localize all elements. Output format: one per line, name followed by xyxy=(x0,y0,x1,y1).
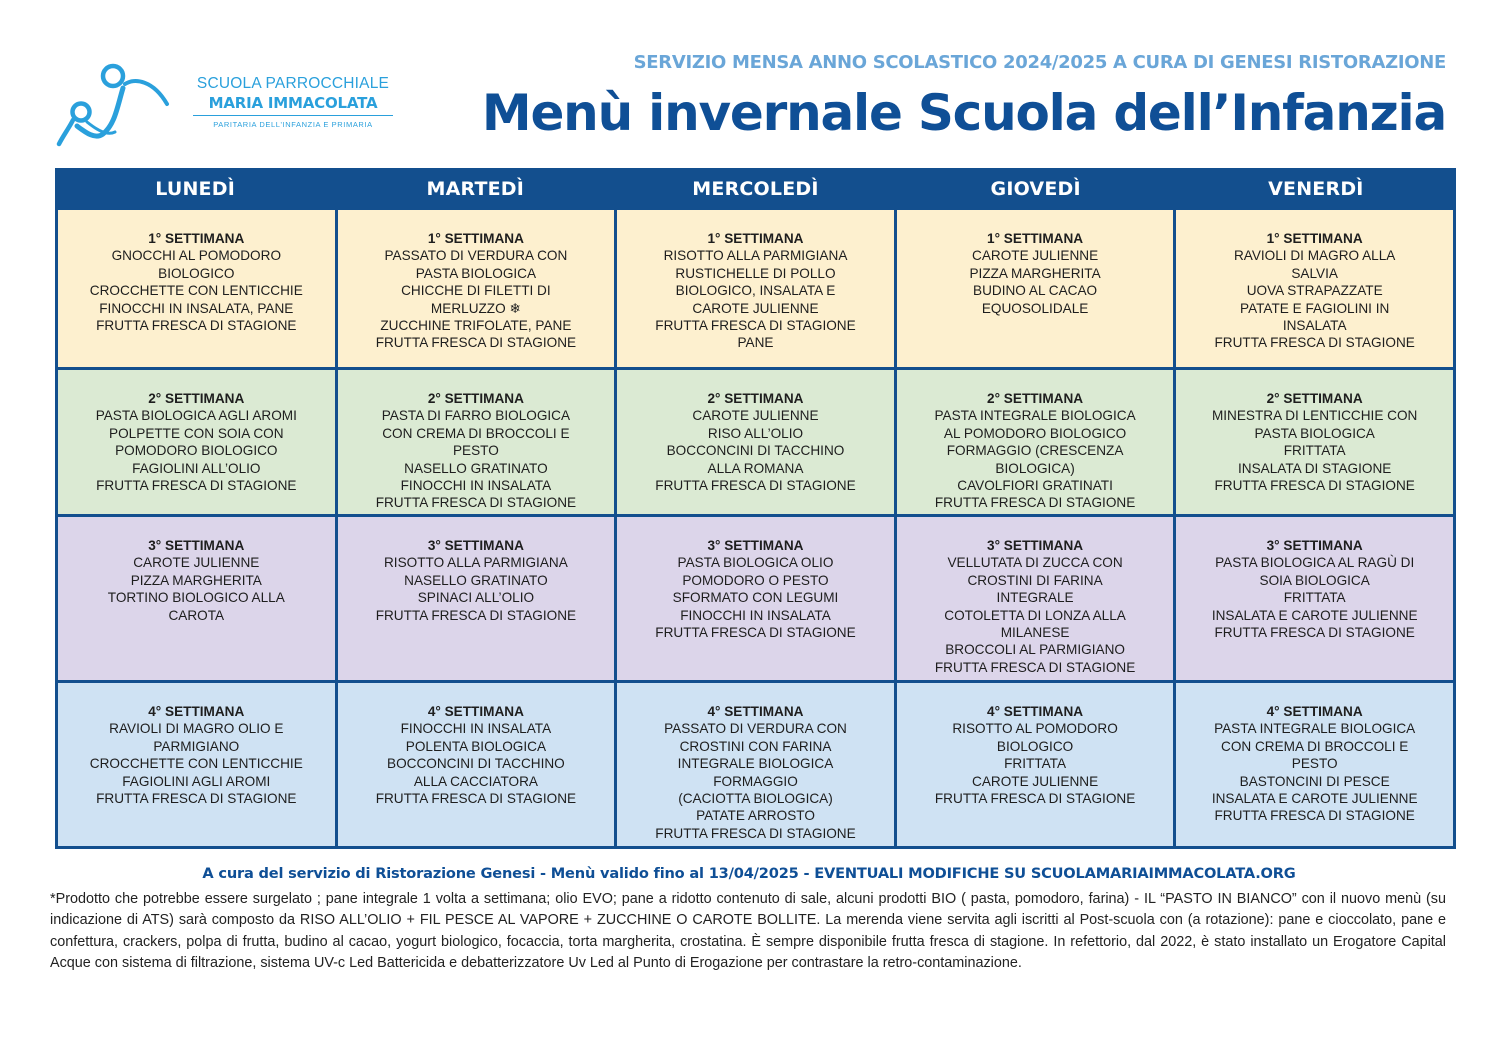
dish-line: PASTA INTEGRALE BIOLOGICA xyxy=(1214,721,1416,737)
week-label: 1° SETTIMANA xyxy=(987,231,1084,246)
dish-line: SFORMATO CON LEGUMI xyxy=(672,590,839,606)
dish-line: MERLUZZO ❄ xyxy=(430,300,521,316)
week-label: 4° SETTIMANA xyxy=(1266,704,1363,719)
menu-cell-week4-friday xyxy=(1176,683,1453,846)
dish-line: INSALATA xyxy=(1282,318,1347,334)
dish-line: PASTA BIOLOGICA AGLI AROMI xyxy=(95,408,297,424)
dish-line: PATATE E FAGIOLINI IN xyxy=(1240,300,1390,316)
dish-line: RISOTTO AL POMODORO xyxy=(952,721,1118,737)
dish-line: PASSATO DI VERDURA CON xyxy=(384,248,568,264)
menu-cell-week1-wednesday xyxy=(617,210,894,367)
dish-line: FRUTTA FRESCA DI STAGIONE xyxy=(1214,808,1415,824)
dish-line: INTEGRALE xyxy=(996,590,1074,606)
week-label: 4° SETTIMANA xyxy=(427,704,524,719)
week-row-4 xyxy=(58,683,1453,846)
dish-line: VELLUTATA DI ZUCCA CON xyxy=(947,555,1123,571)
week-label: 3° SETTIMANA xyxy=(707,538,804,553)
week-row-1 xyxy=(58,210,1453,367)
dish-line: NASELLO GRATINATO xyxy=(404,460,548,476)
week-label: 4° SETTIMANA xyxy=(148,704,245,719)
dish-line: CAROTE JULIENNE xyxy=(692,408,819,424)
menu-cell-week3-tuesday xyxy=(338,517,615,680)
dish-line: BASTONCINI DI PESCE xyxy=(1239,773,1390,789)
dish-line: CAVOLFIORI GRATINATI xyxy=(957,478,1113,494)
dish-line: CROCCHETTE CON LENTICCHIE xyxy=(89,756,303,772)
dish-line: CAROTE JULIENNE xyxy=(972,248,1099,264)
menu-cell-week1-monday xyxy=(58,210,335,367)
dish-line: BIOLOGICO xyxy=(996,738,1074,754)
week-label: 2° SETTIMANA xyxy=(987,391,1084,406)
dish-line: FRUTTA FRESCA DI STAGIONE xyxy=(655,825,856,841)
dish-line: PATATE ARROSTO xyxy=(696,808,815,824)
dish-line: POMODORO O PESTO xyxy=(682,572,829,588)
menu-cell-week1-tuesday xyxy=(338,210,615,367)
dish-line: FRUTTA FRESCA DI STAGIONE xyxy=(655,625,856,641)
week-label: 2° SETTIMANA xyxy=(707,391,804,406)
dish-line: RISOTTO ALLA PARMIGIANA xyxy=(383,555,568,571)
menu-cell-week3-thursday xyxy=(897,517,1174,680)
dish-line: CROSTINI CON FARINA xyxy=(679,738,832,754)
dish-line: FRITTATA xyxy=(1283,443,1346,459)
dish-line: EQUOSOLIDALE xyxy=(981,300,1089,316)
week-label: 4° SETTIMANA xyxy=(987,704,1084,719)
dish-line: FAGIOLINI ALL’OLIO xyxy=(132,460,261,476)
dish-line: PASTA DI FARRO BIOLOGICA xyxy=(381,408,571,424)
dish-line: PASTA INTEGRALE BIOLOGICA xyxy=(934,408,1136,424)
dish-line: FINOCCHI IN INSALATA xyxy=(400,478,552,494)
menu-cell-week4-tuesday xyxy=(338,683,615,846)
dish-line: BIOLOGICA) xyxy=(995,460,1075,476)
dish-line: ALLA ROMANA xyxy=(707,460,804,476)
dish-line: PASSATO DI VERDURA CON xyxy=(664,721,847,737)
day-header-thursday: GIOVEDÌ xyxy=(990,178,1081,200)
menu-cell-week1-thursday xyxy=(897,210,1174,367)
week-label: 1° SETTIMANA xyxy=(707,231,804,246)
dish-line: PASTA BIOLOGICA xyxy=(415,265,537,281)
footer-headline: A cura del servizio di Ristorazione Genesi - Menù valido fino al 13/04/2025 - EVENTUALI MODIFICHE SU SCUOLAMARIAIMMACOLATA.ORG xyxy=(202,865,1296,882)
dish-line: SALVIA xyxy=(1291,265,1338,281)
dish-line: FINOCCHI IN INSALATA xyxy=(400,721,552,737)
children-logo-icon xyxy=(55,58,175,153)
dish-line: PASTA BIOLOGICA OLIO xyxy=(677,555,834,571)
dish-line: INSALATA E CAROTE JULIENNE xyxy=(1211,607,1418,623)
dish-line: UOVA STRAPAZZATE xyxy=(1246,283,1383,299)
dish-line: RAVIOLI DI MAGRO ALLA xyxy=(1233,248,1396,264)
dish-line: GNOCCHI AL POMODORO xyxy=(111,248,282,264)
dish-line: CHICCHE DI FILETTI DI xyxy=(401,283,551,299)
dish-line: CAROTE JULIENNE xyxy=(972,773,1099,789)
dish-line: FRUTTA FRESCA DI STAGIONE xyxy=(655,318,856,334)
dish-line: FRITTATA xyxy=(1283,590,1346,606)
dish-line: AL POMODORO BIOLOGICO xyxy=(943,425,1127,441)
dish-line: CAROTE JULIENNE xyxy=(692,300,819,316)
dish-line: RUSTICHELLE DI POLLO xyxy=(675,265,836,281)
dish-line: FORMAGGIO (CRESCENZA xyxy=(946,443,1124,459)
dish-line: FRUTTA FRESCA DI STAGIONE xyxy=(375,495,577,511)
menu-cell-week3-wednesday xyxy=(617,517,894,680)
week-label: 1° SETTIMANA xyxy=(427,231,524,246)
menu-cell-week4-thursday xyxy=(897,683,1174,846)
dish-line: PIZZA MARGHERITA xyxy=(969,265,1101,281)
week-label: 2° SETTIMANA xyxy=(148,391,245,406)
menu-cell-week2-monday xyxy=(58,370,335,514)
week-label: 3° SETTIMANA xyxy=(148,538,245,553)
week-label: 3° SETTIMANA xyxy=(1266,538,1363,553)
dish-line: FRUTTA FRESCA DI STAGIONE xyxy=(96,478,297,494)
week-label: 3° SETTIMANA xyxy=(987,538,1084,553)
menu-cell-week2-tuesday xyxy=(338,370,615,514)
dish-line: PIZZA MARGHERITA xyxy=(130,572,262,588)
dish-line: BIOLOGICO, INSALATA E xyxy=(675,283,836,299)
menu-cell-week2-wednesday xyxy=(617,370,894,514)
dish-line: FINOCCHI IN INSALATA, PANE xyxy=(99,300,294,316)
dish-line: FAGIOLINI AGLI AROMI xyxy=(122,773,271,789)
dish-line: FRUTTA FRESCA DI STAGIONE xyxy=(934,659,1136,675)
dish-line: NASELLO GRATINATO xyxy=(404,572,548,588)
dish-line: BIOLOGICO xyxy=(158,265,235,281)
dish-line: BROCCOLI AL PARMIGIANO xyxy=(945,642,1125,658)
dish-line: (CACIOTTA BIOLOGICA) xyxy=(678,791,833,807)
menu-cell-week3-monday xyxy=(58,517,335,680)
week-row-3 xyxy=(58,517,1453,680)
week-row-2 xyxy=(58,370,1453,514)
menu-cell-week4-monday xyxy=(58,683,335,846)
logo-divider xyxy=(193,115,393,116)
menu-cell-week2-friday xyxy=(1176,370,1453,514)
dish-line: FORMAGGIO xyxy=(713,773,798,789)
menu-table xyxy=(55,168,1456,849)
dish-line: FRUTTA FRESCA DI STAGIONE xyxy=(375,791,577,807)
dish-line: FRUTTA FRESCA DI STAGIONE xyxy=(375,335,577,351)
dish-line: FRUTTA FRESCA DI STAGIONE xyxy=(96,791,297,807)
dish-line: FRUTTA FRESCA DI STAGIONE xyxy=(934,495,1136,511)
dish-line: FRUTTA FRESCA DI STAGIONE xyxy=(1214,478,1415,494)
service-subtitle: SERVIZIO MENSA ANNO SCOLASTICO 2024/2025 A CURA DI GENESI RISTORAZIONE xyxy=(633,52,1446,73)
dish-line: SPINACI ALL’OLIO xyxy=(417,590,535,606)
menu-cell-week1-friday xyxy=(1176,210,1453,367)
dish-line: POLENTA BIOLOGICA xyxy=(405,738,547,754)
week-label: 1° SETTIMANA xyxy=(148,231,245,246)
week-label: 2° SETTIMANA xyxy=(1266,391,1363,406)
logo-school-levels: PARITARIA DELL'INFANZIA E PRIMARIA xyxy=(213,120,373,129)
dish-line: FRUTTA FRESCA DI STAGIONE xyxy=(1214,625,1415,641)
dish-line: MILANESE xyxy=(1000,625,1070,641)
school-logo xyxy=(55,58,395,153)
page-title: Menù invernale Scuola dell’Infanzia xyxy=(481,84,1446,142)
dish-line: POMODORO BIOLOGICO xyxy=(115,443,278,459)
dish-line: BOCCONCINI DI TACCHINO xyxy=(666,443,845,459)
week-label: 4° SETTIMANA xyxy=(707,704,804,719)
dish-line: FRUTTA FRESCA DI STAGIONE xyxy=(655,478,856,494)
day-header-tuesday: MARTEDÌ xyxy=(426,178,525,200)
menu-cell-week3-friday xyxy=(1176,517,1453,680)
dish-line: FRUTTA FRESCA DI STAGIONE xyxy=(1214,335,1415,351)
dish-line: CON CREMA DI BROCCOLI E xyxy=(1221,738,1409,754)
dish-line: PESTO xyxy=(452,443,499,459)
menu-cell-week2-thursday xyxy=(897,370,1174,514)
days-header-row xyxy=(55,168,1456,210)
dish-line: FRITTATA xyxy=(1004,756,1067,772)
dish-line: INSALATA DI STAGIONE xyxy=(1238,460,1392,476)
dish-line: FRUTTA FRESCA DI STAGIONE xyxy=(934,791,1136,807)
dish-line: PESTO xyxy=(1291,756,1338,772)
dish-line: FRUTTA FRESCA DI STAGIONE xyxy=(375,607,577,623)
day-header-monday: LUNEDÌ xyxy=(155,178,235,200)
dish-line: CAROTE JULIENNE xyxy=(133,555,260,571)
dish-line: BUDINO AL CACAO xyxy=(973,283,1098,299)
dish-line: RISOTTO ALLA PARMIGIANA xyxy=(663,248,848,264)
day-header-friday: VENERDÌ xyxy=(1268,178,1364,200)
day-header-wednesday: MERCOLEDÌ xyxy=(692,178,819,200)
footer-notes: *Prodotto che potrebbe essere surgelato ; pane integrale 1 volta a settimana; olio EVO; pane a ridotto contenuto di sale, alcuni prodotti BIO ( pasta, pomodoro, farina) - IL “PASTO IN BIANCO” con il nuovo menù (su indicazione di ATS) sarà composto da RISO ALL’OLIO + FIL PESCE AL VAPORE + ZUCCHINE O CAROTE BOLLITE. La merenda viene servita agli iscritti al Post-scuola con (a rotazione): pane e cioccolato, pane e confettura, crackers, polpa di frutta, budino al cacao, yogurt biologico, focaccia, torta margherita, crostatina. È sempre disponibile frutta fresca di stagione. In refettorio, dal 2022, è stato installato un Erogatore Capital Acque con sistema di filtrazione, sistema UV-c Led Battericida e debatterizzatore Uv Led al Punto di Erogazione per contrastare la retro-contaminazione. xyxy=(50,891,1446,972)
logo-school-type: SCUOLA PARROCCHIALE xyxy=(196,75,390,92)
dish-line: BOCCONCINI DI TACCHINO xyxy=(387,756,565,772)
logo-school-name: MARIA IMMACOLATA xyxy=(208,94,378,112)
dish-line: FINOCCHI IN INSALATA xyxy=(680,607,831,623)
week-label: 1° SETTIMANA xyxy=(1266,231,1363,246)
dish-line: RAVIOLI DI MAGRO OLIO E xyxy=(109,721,284,737)
dish-line: CON CREMA DI BROCCOLI E xyxy=(382,425,570,441)
dish-line: TORTINO BIOLOGICO ALLA xyxy=(107,590,285,606)
dish-line: PASTA BIOLOGICA xyxy=(1254,425,1375,441)
dish-line: INTEGRALE BIOLOGICA xyxy=(677,756,834,772)
week-label: 3° SETTIMANA xyxy=(427,538,524,553)
week-label: 2° SETTIMANA xyxy=(427,391,524,406)
dish-line: RISO ALL’OLIO xyxy=(707,425,804,441)
dish-line: ZUCCHINE TRIFOLATE, PANE xyxy=(380,318,572,334)
dish-line: CROCCHETTE CON LENTICCHIE xyxy=(89,283,303,299)
dish-line: PANE xyxy=(737,335,774,351)
dish-line: CAROTA xyxy=(168,607,225,623)
dish-line: FRUTTA FRESCA DI STAGIONE xyxy=(96,318,297,334)
dish-line: PARMIGIANO xyxy=(153,738,240,754)
dish-line: PASTA BIOLOGICA AL RAGÙ DI xyxy=(1215,555,1415,571)
dish-line: POLPETTE CON SOIA CON xyxy=(109,425,284,441)
menu-cell-week4-wednesday xyxy=(617,683,894,846)
dish-line: INSALATA E CAROTE JULIENNE xyxy=(1211,791,1418,807)
dish-line: ALLA CACCIATORA xyxy=(413,773,538,789)
dish-line: COTOLETTA DI LONZA ALLA xyxy=(944,607,1126,623)
dish-line: CROSTINI DI FARINA xyxy=(967,572,1103,588)
dish-line: MINESTRA DI LENTICCHIE CON xyxy=(1211,408,1418,424)
dish-line: SOIA BIOLOGICA xyxy=(1259,572,1370,588)
